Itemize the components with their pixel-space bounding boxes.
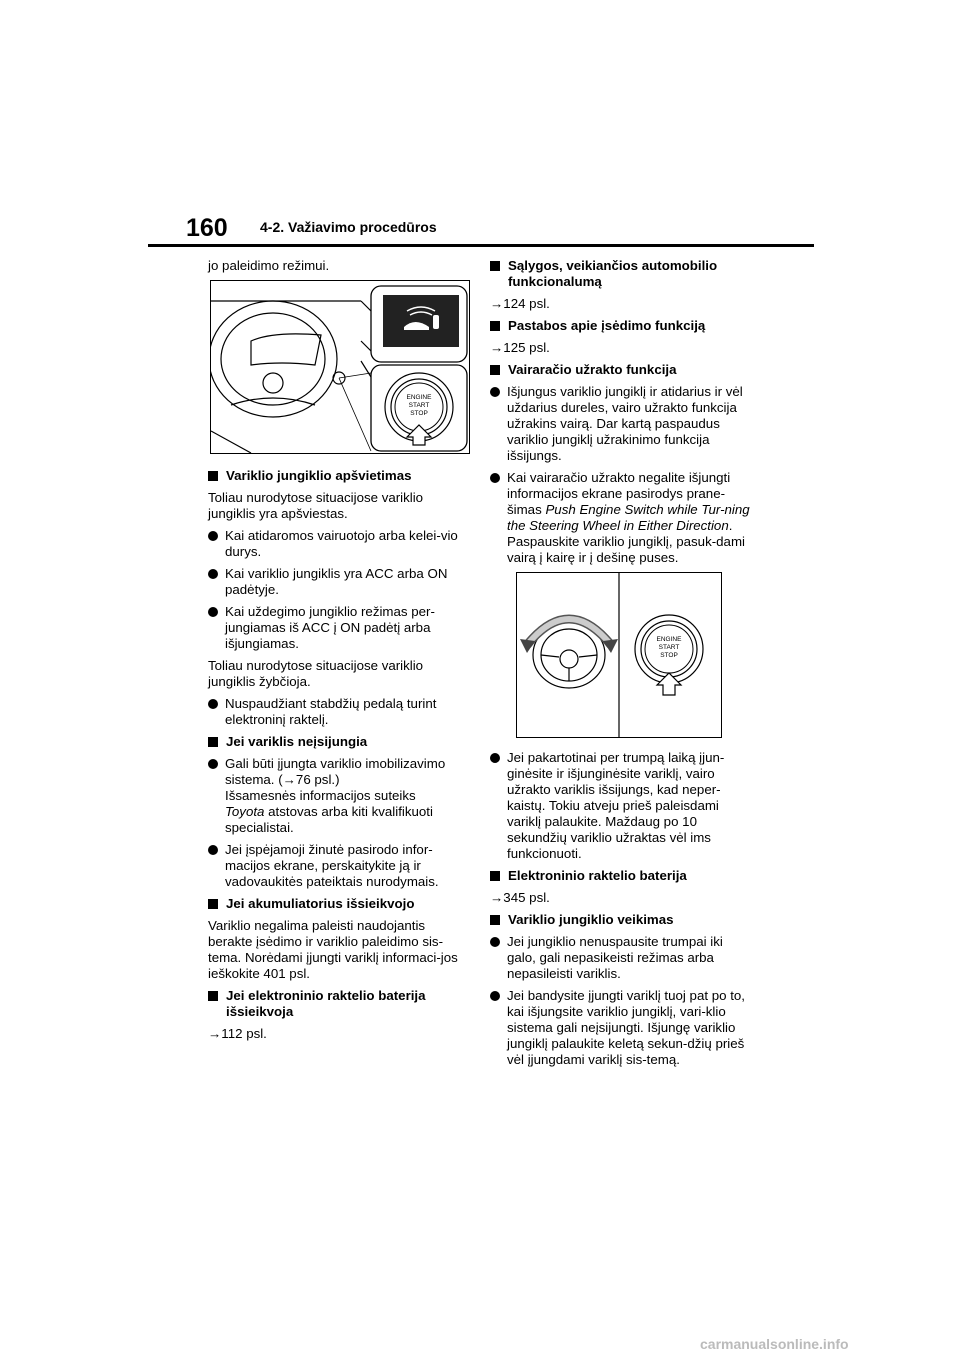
heading-conditions: Sąlygos, veikiančios automobilio funkcionalumą [490, 258, 752, 290]
page-ref: →112 psl. [208, 1026, 267, 1041]
fig1-stop-label: STOP [410, 410, 428, 417]
heading-engine-not-start: Jei variklis neįsijungia [208, 734, 470, 750]
heading-entry-notes: Pastabos apie įsėdimo funkciją [490, 318, 752, 334]
square-bullet-icon [490, 365, 500, 375]
watermark: carmanualsonline.info [700, 1336, 849, 1352]
left-column [208, 258, 470, 1048]
bullet-item: Jei pakartotinai per trumpą laiką įjun-ginėsite ir išjunginėsite variklį, vairo užrakto variklis išsijungs, kad neper-kaistų. Tokiu atveju prieš paleisdami variklį palaukite. Maždaug po 10 sekundžių variklio užraktas vėl ims funkcionuoti. [490, 750, 752, 862]
round-bullet-icon [208, 607, 218, 617]
right-column [490, 258, 752, 1074]
square-bullet-icon [208, 471, 218, 481]
square-bullet-icon [490, 871, 500, 881]
dashboard-illustration [211, 281, 469, 453]
section-title: 4-2. Važiavimo procedūros [260, 219, 437, 235]
intro-text: jo paleidimo režimui. [208, 258, 330, 273]
round-bullet-icon [208, 845, 218, 855]
bullet-item: Kai atidaromos vairuotojo arba kelei-vio durys. [208, 528, 470, 560]
square-bullet-icon [490, 321, 500, 331]
bullet-item: Nuspaudžiant stabdžių pedalą turint elektroninį raktelį. [208, 696, 470, 728]
heading-key-battery: Jei elektroninio raktelio baterija išsieikvoja [208, 988, 470, 1020]
square-bullet-icon [208, 899, 218, 909]
bullet-item: Kai uždegimo jungiklio režimas per-jungiamas iš ACC į ON padėtį arba išjungiamas. [208, 604, 470, 652]
square-bullet-icon [490, 261, 500, 271]
square-bullet-icon [208, 991, 218, 1001]
heading-switch-operation: Variklio jungiklio veikimas [490, 912, 752, 928]
header-rule [148, 244, 814, 247]
page-ref: →345 psl. [490, 890, 550, 905]
round-bullet-icon [208, 531, 218, 541]
fig2-start-label: START [658, 644, 680, 651]
round-bullet-icon [208, 759, 218, 769]
heading-steering-lock: Vairaračio užrakto funkcija [490, 362, 752, 378]
fig1-engine-label: ENGINE [406, 394, 432, 401]
page-ref: →125 psl. [490, 340, 550, 355]
heading-key-battery: Elektroninio raktelio baterija [490, 868, 752, 884]
para-illumination: Toliau nurodytose situacijose variklio jungiklis yra apšviestas. [208, 490, 424, 521]
fig1-start-label: START [408, 402, 430, 409]
bullet-item: Jei įspėjamoji žinutė pasirodo infor-macijos ekrane, perskaitykite ją ir vadovaukitės pateiktais nurodymais. [208, 842, 470, 890]
bullet-item: Jei bandysite įjungti variklį tuoj pat po to, kai išjungsite variklio jungiklį, vari-klio sistema gali neįsijungti. Išjungę variklio jungiklį palaukite keletą sekun-džių prieš vėl įjungdami variklį sis-temą. [490, 988, 752, 1068]
bullet-item: Gali būti įjungta variklio imobilizavimo sistema. (→76 psl.) Išsamesnės informacijos suteiks Toyota atstovas arba kiti kvalifikuoti specialistai. [208, 756, 470, 836]
round-bullet-icon [490, 473, 500, 483]
round-bullet-icon [490, 753, 500, 763]
round-bullet-icon [490, 387, 500, 397]
bullet-item: Kai vairaračio užrakto negalite išjungti informacijos ekrane pasirodys prane-šimas Push Engine Switch while Tur-ning the Steering Wheel in Either Direction. Paspauskite variklio jungiklį, pasuk-dami vairą į kairę ir į dešinę puses. [490, 470, 752, 566]
round-bullet-icon [208, 699, 218, 709]
square-bullet-icon [490, 915, 500, 925]
heading-battery-drained: Jei akumuliatorius išsieikvojo [208, 896, 470, 912]
bullet-item: Kai variklio jungiklis yra ACC arba ON padėtyje. [208, 566, 470, 598]
fig2-stop-label: STOP [660, 652, 678, 659]
bullet-item: Jei jungiklio nenuspausite trumpai iki galo, gali nepasikeisti režimas arba nepasileisti variklis. [490, 934, 752, 982]
steering-illustration [517, 573, 721, 737]
page-ref: →124 psl. [490, 296, 550, 311]
round-bullet-icon [490, 991, 500, 1001]
para-flashing: Toliau nurodytose situacijose variklio jungiklis žybčioja. [208, 658, 424, 689]
bullet-item: Išjungus variklio jungiklį ir atidarius ir vėl uždarius dureles, vairo užrakto funkcija užrakins vairą. Dar kartą paspaudus variklio jungiklį užrakinimo funkcija išsijungs. [490, 384, 752, 464]
para-battery: Variklio negalima paleisti naudojantis berakte įsėdimo ir variklio paleidimo sis-tema. Norėdami įjungti variklį informaci-jos ieškokite 401 psl. [208, 918, 458, 981]
round-bullet-icon [208, 569, 218, 579]
heading-illumination: Variklio jungiklio apšvietimas [208, 468, 470, 484]
fig2-engine-label: ENGINE [656, 636, 682, 643]
figure-steering-button [516, 572, 722, 738]
round-bullet-icon [490, 937, 500, 947]
square-bullet-icon [208, 737, 218, 747]
figure-dashboard-button [210, 280, 470, 454]
page-number: 160 [186, 214, 228, 242]
